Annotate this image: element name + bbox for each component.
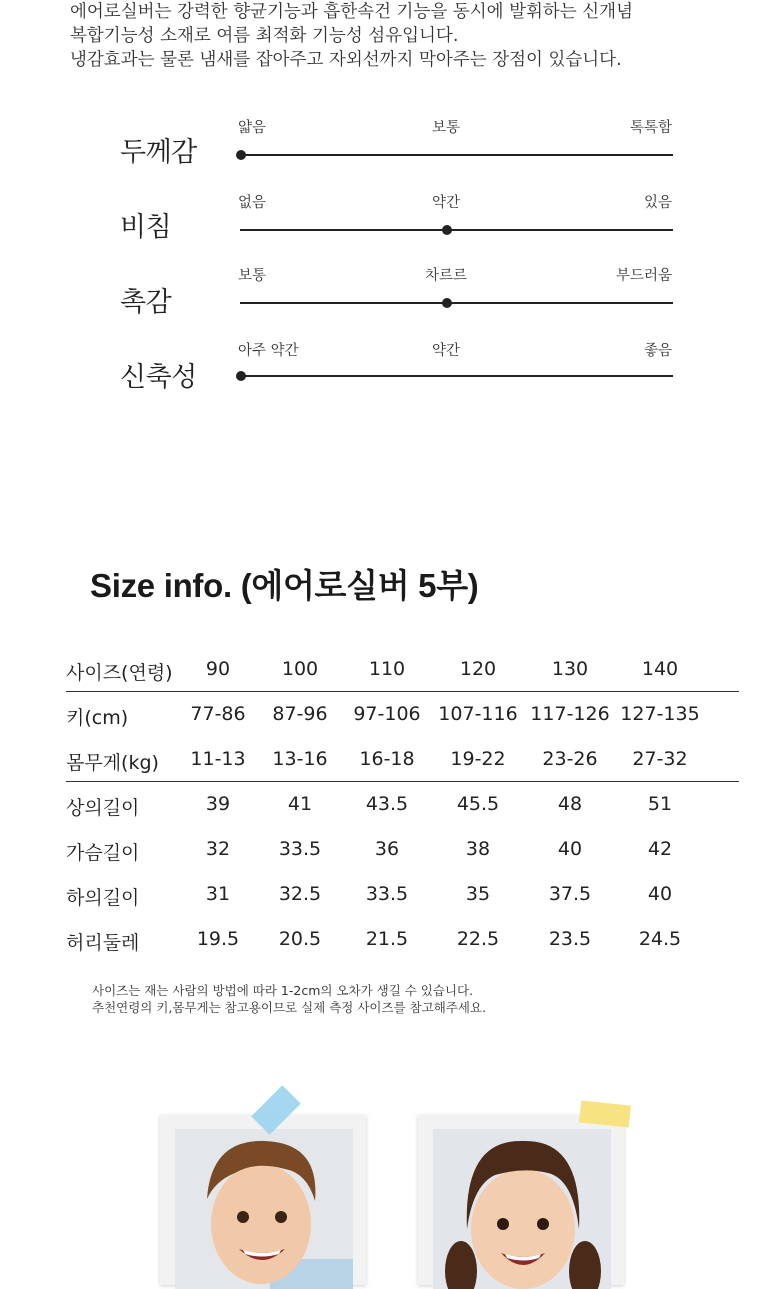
table-cell: 40	[647, 883, 673, 905]
scale-mid-label: 약간	[431, 195, 461, 211]
boy-photo	[175, 1129, 353, 1289]
row-label: 가슴길이	[66, 842, 140, 864]
row-label: 몸무게(kg)	[66, 752, 159, 774]
table-cell: 23-26	[542, 748, 598, 770]
table-cell: 38	[465, 838, 491, 860]
table-cell: 22.5	[456, 928, 500, 950]
scale-mid-label: 약간	[431, 343, 461, 359]
table-header-cell: 140	[641, 658, 679, 680]
boy-portrait-image	[175, 1129, 353, 1289]
table-row	[66, 692, 739, 737]
table-divider	[66, 781, 739, 782]
scale-low-label: 없음	[238, 195, 267, 211]
scale-high-label: 좋음	[643, 343, 672, 359]
size-note	[92, 982, 486, 1016]
table-header-row	[66, 647, 739, 692]
table-row	[66, 737, 739, 782]
scale-line	[240, 375, 673, 377]
scale-low-label: 아주 약간	[238, 343, 299, 359]
scale-stretch	[0, 337, 780, 407]
scale-transparency	[0, 187, 780, 257]
scale-mid-label: 차르르	[424, 268, 468, 284]
intro-line: 복합기능성 소재로 여름 최적화 기능성 섬유입니다.	[70, 26, 459, 46]
table-cell: 35	[465, 883, 491, 905]
scale-low-label: 보통	[238, 268, 267, 284]
table-cell: 48	[557, 793, 583, 815]
size-info-title: Size info. (에어로실버 5부)	[90, 567, 479, 604]
table-cell: 21.5	[365, 928, 409, 950]
scale-high-label: 톡톡함	[629, 120, 672, 136]
table-cell: 87-96	[272, 703, 328, 725]
table-cell: 77-86	[190, 703, 246, 725]
scale-label: 신축성	[120, 362, 197, 393]
table-row	[66, 827, 739, 872]
girl-photo	[433, 1129, 611, 1289]
table-row	[66, 917, 739, 962]
table-cell: 42	[647, 838, 673, 860]
note-line: 사이즈는 재는 사람의 방법에 따라 1-2cm의 오차가 생길 수 있습니다.	[92, 983, 474, 998]
table-cell: 13-16	[272, 748, 328, 770]
table-cell: 36	[374, 838, 400, 860]
table-cell: 33.5	[278, 838, 322, 860]
table-header-cell: 110	[368, 658, 406, 680]
table-cell: 24.5	[638, 928, 682, 950]
table-cell: 19-22	[450, 748, 506, 770]
scale-label: 두께감	[120, 137, 197, 168]
scale-marker	[442, 225, 452, 235]
scale-marker	[236, 150, 246, 160]
tape-decoration	[579, 1100, 631, 1127]
tape-decoration	[251, 1085, 300, 1134]
table-cell: 45.5	[456, 793, 500, 815]
table-cell: 20.5	[278, 928, 322, 950]
scale-label: 촉감	[120, 287, 172, 318]
table-cell: 19.5	[196, 928, 240, 950]
table-cell: 97-106	[353, 703, 421, 725]
scale-line	[240, 229, 673, 231]
scale-marker	[442, 298, 452, 308]
row-label: 상의길이	[66, 797, 140, 819]
scale-thickness	[0, 112, 780, 182]
table-row	[66, 872, 739, 917]
scale-line	[240, 302, 673, 304]
table-cell: 127-135	[620, 703, 700, 725]
intro-line: 에어로실버는 강력한 향균기능과 흡한속건 기능을 동시에 발휘하는 신개념	[70, 2, 633, 22]
scale-marker	[236, 371, 246, 381]
intro-line: 냉감효과는 물론 냄새를 잡아주고 자외선까지 막아주는 장점이 있습니다.	[70, 50, 622, 70]
table-header-cell: 100	[281, 658, 319, 680]
table-cell: 33.5	[365, 883, 409, 905]
table-cell: 27-32	[632, 748, 688, 770]
table-cell: 43.5	[365, 793, 409, 815]
note-line: 추천연령의 키,몸무게는 참고용이므로 실제 측정 사이즈를 참고해주세요.	[92, 1000, 487, 1015]
table-row	[66, 782, 739, 827]
scale-label: 비침	[120, 212, 172, 243]
table-header-cell: 130	[551, 658, 589, 680]
girl-portrait-image	[433, 1129, 611, 1289]
scale-touch	[0, 262, 780, 332]
scale-line	[240, 154, 673, 156]
table-header-label: 사이즈(연령)	[66, 662, 173, 684]
table-cell: 51	[647, 793, 673, 815]
row-label: 하의길이	[66, 887, 140, 909]
table-cell: 16-18	[359, 748, 415, 770]
row-label: 키(cm)	[66, 707, 129, 729]
table-divider	[66, 691, 739, 692]
scale-mid-label: 보통	[431, 120, 461, 136]
scale-high-label: 부드러움	[615, 268, 672, 284]
table-cell: 32.5	[278, 883, 322, 905]
table-header-cell: 120	[459, 658, 497, 680]
table-cell: 117-126	[530, 703, 610, 725]
row-label: 허리둘레	[66, 932, 140, 954]
table-cell: 11-13	[190, 748, 246, 770]
table-cell: 23.5	[548, 928, 592, 950]
scale-high-label: 있음	[643, 195, 672, 211]
scale-low-label: 얇음	[238, 120, 267, 136]
table-cell: 40	[557, 838, 583, 860]
table-cell: 31	[205, 883, 231, 905]
table-cell: 39	[205, 793, 231, 815]
size-table	[66, 647, 739, 962]
table-cell: 37.5	[548, 883, 592, 905]
intro-text	[70, 0, 710, 72]
photo-card-girl	[418, 1115, 624, 1285]
table-header-cell: 90	[205, 658, 231, 680]
table-cell: 107-116	[438, 703, 518, 725]
photo-card-boy	[160, 1115, 366, 1285]
table-cell: 41	[287, 793, 313, 815]
table-cell: 32	[205, 838, 231, 860]
